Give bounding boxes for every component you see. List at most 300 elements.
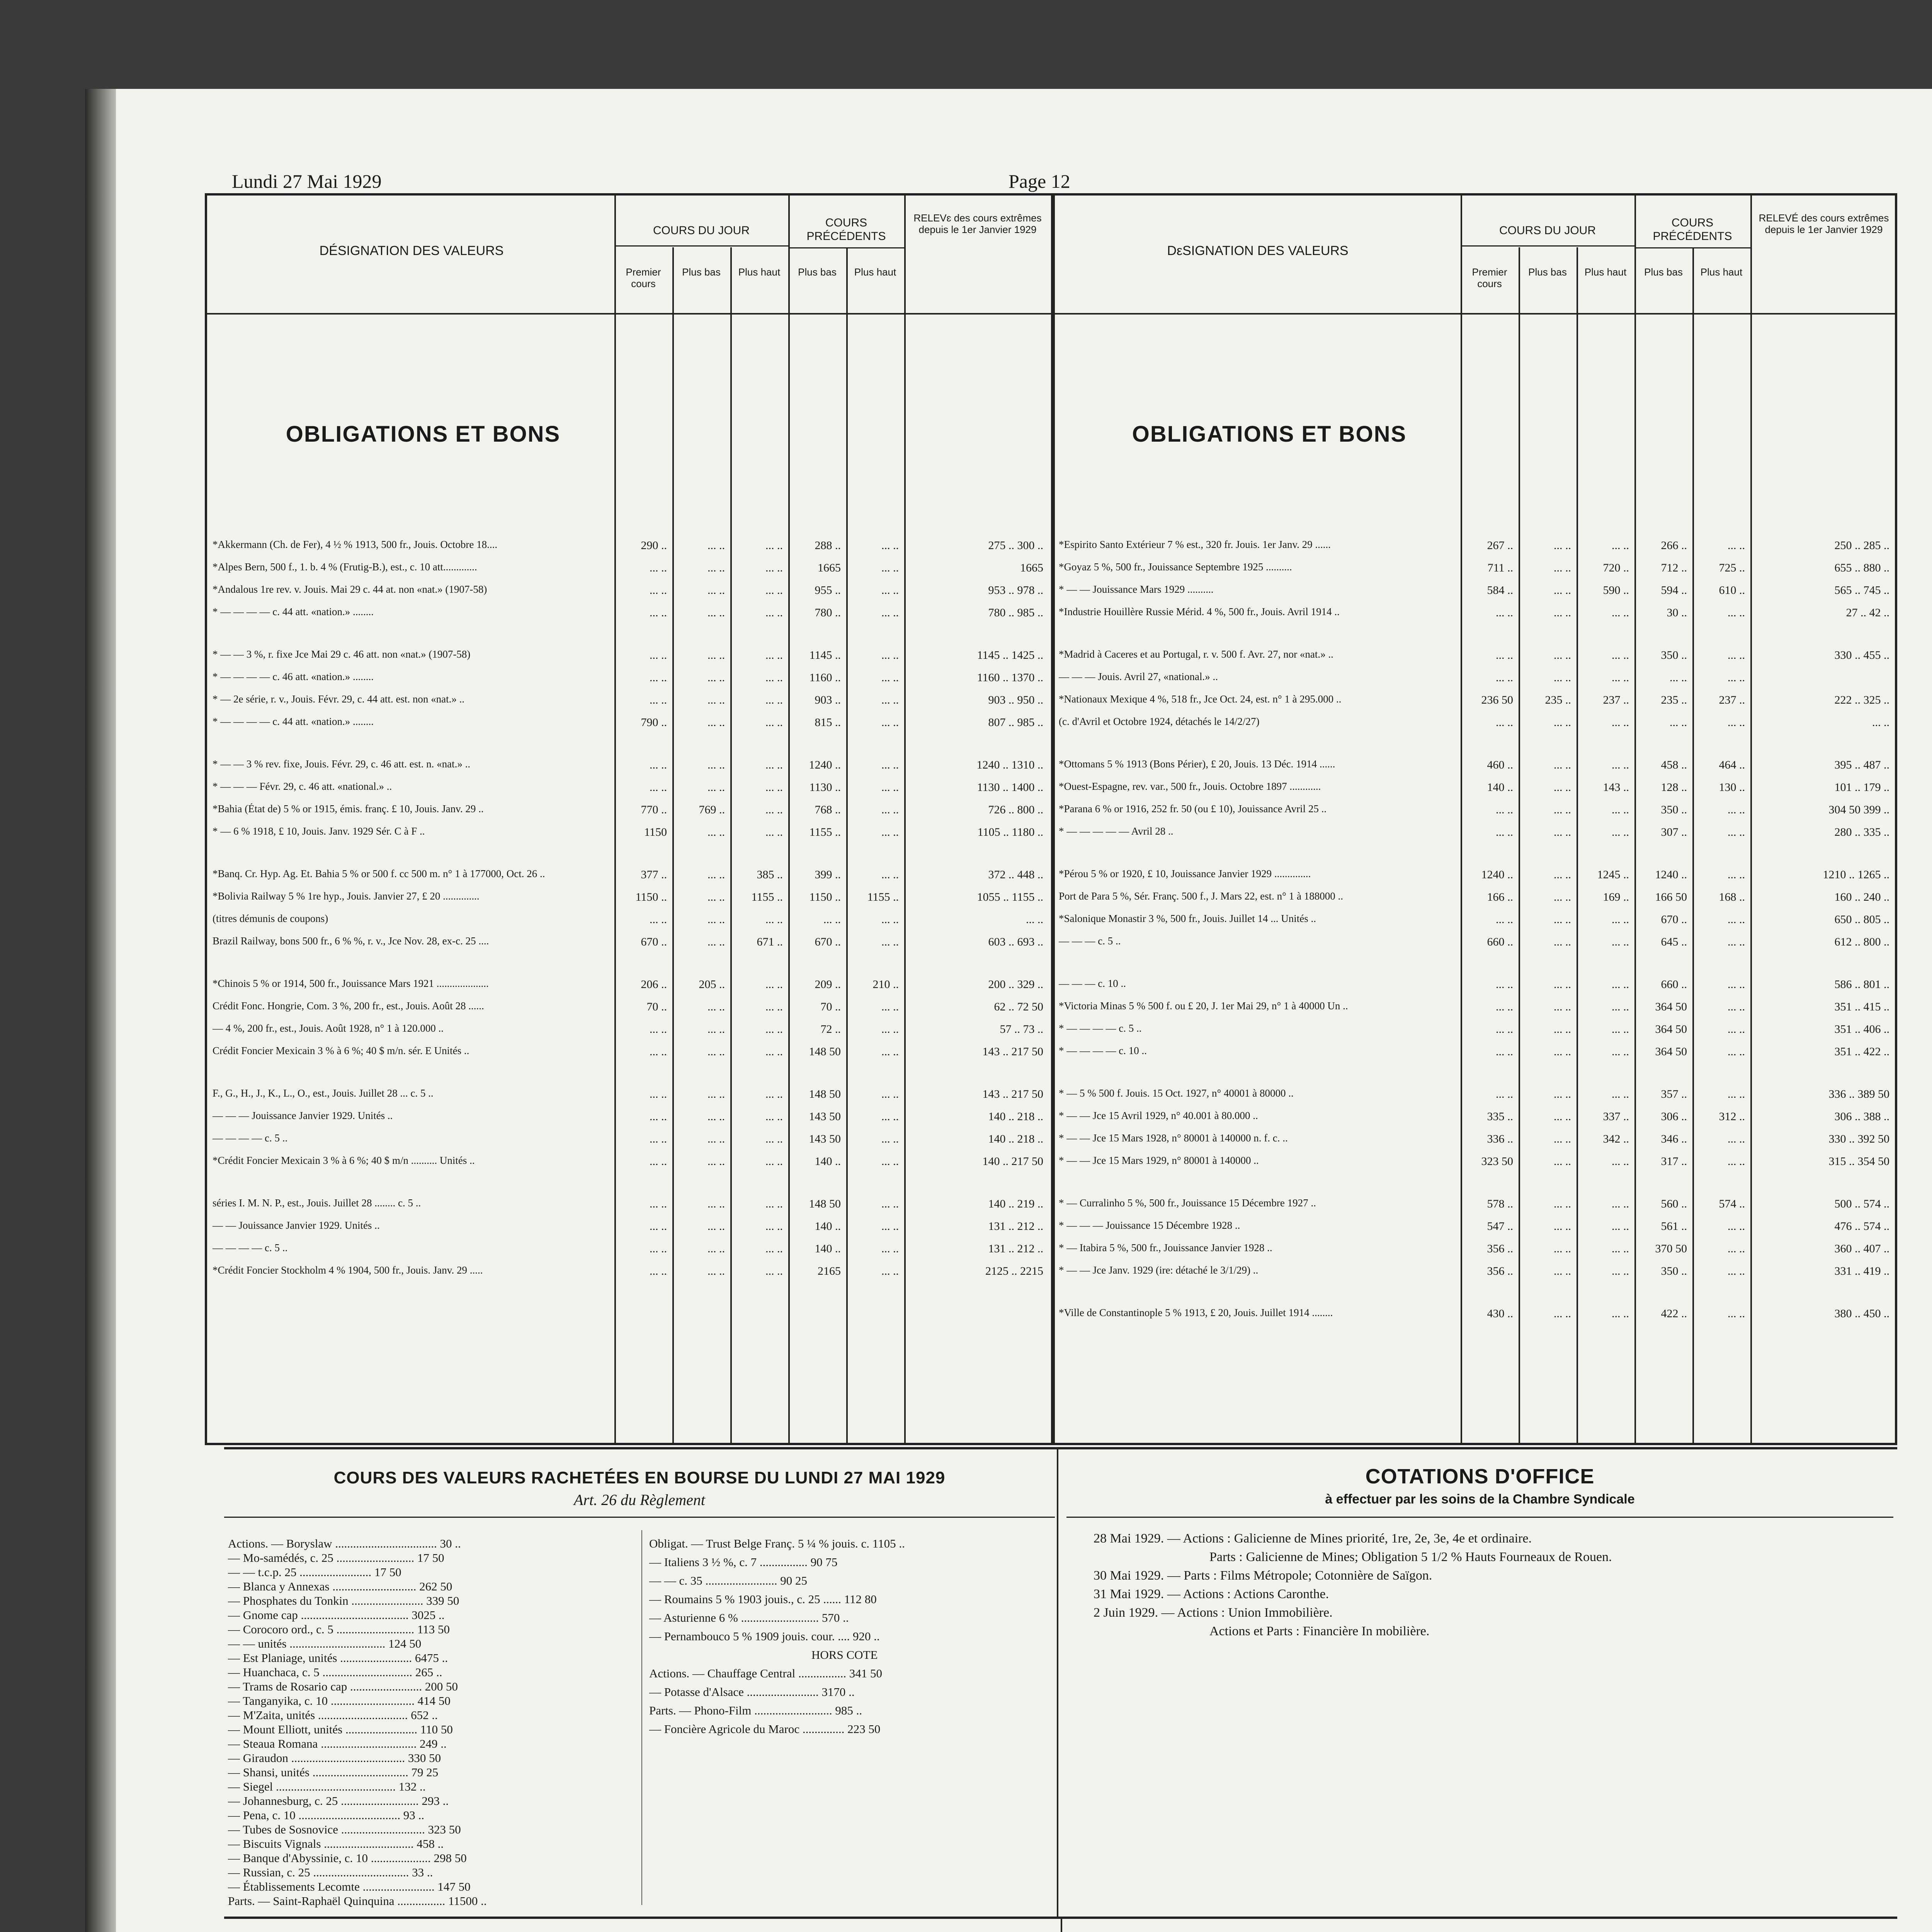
row-cell: 148 50 <box>809 1045 841 1058</box>
row-cell: ... .. <box>1554 671 1571 684</box>
row-releve: 476 .. 574 .. <box>1834 1220 1889 1233</box>
row-cell: 166 50 <box>1655 891 1687 903</box>
row-cell: ... .. <box>1496 978 1513 991</box>
row-cell: ... .. <box>881 803 899 816</box>
row-cell: ... .. <box>1728 1088 1745 1100</box>
row-releve: 304 50 399 .. <box>1828 803 1889 816</box>
row-designation: * — — Jouissance Mars 1929 .......... <box>1059 584 1214 595</box>
row-designation: — — — — c. 5 .. <box>213 1242 288 1253</box>
row-designation: * — — — Jouissance 15 Décembre 1928 .. <box>1059 1220 1240 1231</box>
rachetee-item: — — c. 35 ........................ 90 25 <box>649 1574 808 1587</box>
row-releve: ... .. <box>1026 913 1043 926</box>
row-cell: 143 .. <box>1603 781 1629 794</box>
row-designation: * — 2e série, r. v., Jouis. Févr. 29, c. 44 att. est. non «nat.» .. <box>213 694 465 705</box>
col-subheader: Plus bas <box>682 266 721 278</box>
row-releve: 351 .. 415 .. <box>1834 1000 1889 1013</box>
row-cell: 660 .. <box>1661 978 1687 991</box>
rachetee-item: — Giraudon ...................................... 330 50 <box>228 1751 441 1765</box>
row-designation: Crédit Foncier Mexicain 3 % à 6 %; 40 $ m/n. sér. E Unités .. <box>213 1045 469 1056</box>
row-designation: * — — — — c. 10 .. <box>1059 1045 1147 1056</box>
rachetee-item: — Tanganyika, c. 10 ............................ 414 50 <box>228 1694 451 1708</box>
table-row <box>1055 694 1897 712</box>
row-cell: ... .. <box>1554 1133 1571 1145</box>
row-cell: ... .. <box>707 606 725 619</box>
row-designation: *Bolivia Railway 5 % 1re hyp., Jouis. Janvier 27, £ 20 .............. <box>213 891 480 902</box>
rachetee-item: — Trams de Rosario cap ........................ 200 50 <box>228 1680 458 1693</box>
row-cell: 645 .. <box>1661 935 1687 948</box>
row-cell: ... .. <box>765 803 783 816</box>
cotations-subtitle: à effectuer par les soins de la Chambre Syndicale <box>1325 1492 1635 1507</box>
col-header-cours-prec: COURS PRÉCÉDENTS <box>806 216 886 243</box>
row-cell: ... .. <box>881 1220 899 1233</box>
row-releve: 351 .. 406 .. <box>1834 1023 1889 1036</box>
row-cell: 209 .. <box>815 978 841 991</box>
section-rule-1 <box>224 1447 1897 1449</box>
row-designation: — — — Jouissance Janvier 1929. Unités .. <box>213 1110 393 1121</box>
row-cell: 768 .. <box>815 803 841 816</box>
row-cell: ... .. <box>1728 913 1745 926</box>
row-cell: 1155 .. <box>867 891 899 903</box>
row-cell: 955 .. <box>815 584 841 597</box>
rachetee-item: — Banque d'Abyssinie, c. 10 .................... 298 50 <box>228 1851 467 1865</box>
row-cell: ... .. <box>707 584 725 597</box>
table-row <box>1055 1155 1897 1173</box>
row-cell: 130 .. <box>1719 781 1745 794</box>
row-cell: ... .. <box>1612 1023 1629 1036</box>
table-row <box>209 671 1051 690</box>
row-cell: ... .. <box>1728 1045 1745 1058</box>
row-cell: ... .. <box>765 1133 783 1145</box>
row-designation: — 4 %, 200 fr., est., Jouis. Août 1928, n° 1 à 120.000 .. <box>213 1023 444 1034</box>
row-designation: *Victoria Minas 5 % 500 f. ou £ 20, J. 1er Mai 29, n° 1 à 40000 Un .. <box>1059 1000 1348 1012</box>
row-cell: ... .. <box>881 649 899 662</box>
row-releve: 372 .. 448 .. <box>988 868 1043 881</box>
row-cell: ... .. <box>707 935 725 948</box>
row-cell: 1240 .. <box>1481 868 1513 881</box>
row-releve: 2125 .. 2215 <box>985 1265 1043 1277</box>
row-cell: 671 .. <box>757 935 783 948</box>
table-row <box>209 826 1051 844</box>
row-cell: ... .. <box>1612 803 1629 816</box>
table-row <box>209 1197 1051 1216</box>
row-cell: ... .. <box>650 671 667 684</box>
row-cell: 350 .. <box>1661 1265 1687 1277</box>
table-row <box>209 913 1051 932</box>
row-cell: ... .. <box>707 561 725 574</box>
row-cell: ... .. <box>881 868 899 881</box>
row-cell: 547 .. <box>1487 1220 1513 1233</box>
row-cell: 317 .. <box>1661 1155 1687 1168</box>
rachetee-item: — Huanchaca, c. 5 .............................. 265 .. <box>228 1665 442 1679</box>
row-cell: ... .. <box>1554 606 1571 619</box>
row-cell: ... .. <box>1728 803 1745 816</box>
row-cell: 148 50 <box>809 1088 841 1100</box>
row-releve: 200 .. 329 .. <box>988 978 1043 991</box>
row-releve: 143 .. 217 50 <box>982 1088 1043 1100</box>
row-releve: 1105 .. 1180 .. <box>977 826 1043 838</box>
row-cell: 660 .. <box>1487 935 1513 948</box>
row-cell: ... .. <box>765 606 783 619</box>
table-row <box>1055 606 1897 625</box>
row-cell: ... .. <box>650 1265 667 1277</box>
row-cell: ... .. <box>1612 649 1629 662</box>
rachetee-item: Obligat. — Trust Belge Franç. 5 ¼ % jouis. c. 1105 .. <box>649 1537 905 1550</box>
row-cell: ... .. <box>1612 539 1629 552</box>
row-cell: ... .. <box>650 1197 667 1210</box>
row-designation: * — — Jce 15 Avril 1929, n° 40.001 à 80.000 .. <box>1059 1110 1258 1121</box>
row-cell: ... .. <box>1496 606 1513 619</box>
table-row <box>209 781 1051 799</box>
row-designation: *Chinois 5 % or 1914, 500 fr., Jouissance Mars 1921 .................... <box>213 978 489 989</box>
row-releve: 315 .. 354 50 <box>1828 1155 1889 1168</box>
row-designation: séries I. M. N. P., est., Jouis. Juillet 28 ........ c. 5 .. <box>213 1197 421 1209</box>
row-cell: 235 .. <box>1661 694 1687 706</box>
row-releve: 565 .. 745 .. <box>1834 584 1889 597</box>
col-header-cours-jour: COURS DU JOUR <box>1499 224 1596 237</box>
row-cell: ... .. <box>881 1155 899 1168</box>
col-rule <box>1692 247 1694 1443</box>
row-releve: 780 .. 985 .. <box>988 606 1043 619</box>
row-cell: ... .. <box>1612 1220 1629 1233</box>
table-row <box>1055 1265 1897 1283</box>
table-row <box>209 1045 1051 1064</box>
row-designation: * — — Jce 15 Mars 1929, n° 80001 à 140000 .. <box>1059 1155 1259 1166</box>
row-cell: 903 .. <box>815 694 841 706</box>
row-cell: ... .. <box>765 694 783 706</box>
row-cell: 670 .. <box>815 935 841 948</box>
row-cell: 399 .. <box>815 868 841 881</box>
row-releve: 336 .. 389 50 <box>1828 1088 1889 1100</box>
row-designation: *Bahia (État de) 5 % or 1915, émis. franç. £ 10, Jouis. Janv. 29 .. <box>213 803 484 815</box>
row-cell: ... .. <box>881 561 899 574</box>
row-cell: 140 .. <box>815 1220 841 1233</box>
row-designation: *Parana 6 % or 1916, 252 fr. 50 (ou £ 10), Jouissance Avril 25 .. <box>1059 803 1327 815</box>
row-cell: 364 50 <box>1655 1045 1687 1058</box>
table-row <box>1055 826 1897 844</box>
row-cell: ... .. <box>1612 606 1629 619</box>
row-cell: 1245 .. <box>1597 868 1629 881</box>
row-releve: 380 .. 450 .. <box>1834 1307 1889 1320</box>
row-cell: ... .. <box>765 539 783 552</box>
row-cell: ... .. <box>1554 649 1571 662</box>
row-releve: 140 .. 219 .. <box>988 1197 1043 1210</box>
rachetee-item: — Russian, c. 25 ................................ 33 .. <box>228 1866 433 1879</box>
rachetee-item: — Tubes de Sosnovice ............................ 323 50 <box>228 1823 461 1836</box>
rachetee-item: — Est Planiage, unités ........................ 6475 .. <box>228 1651 448 1665</box>
row-cell: ... .. <box>707 671 725 684</box>
row-cell: 770 .. <box>641 803 667 816</box>
row-cell: ... .. <box>1554 1197 1571 1210</box>
row-cell: ... .. <box>1554 716 1571 729</box>
row-designation: * — — — Févr. 29, c. 46 att. «national.» .. <box>213 781 392 792</box>
row-releve: ... .. <box>1872 716 1889 729</box>
row-cell: ... .. <box>707 1265 725 1277</box>
row-cell: 610 .. <box>1719 584 1745 597</box>
row-designation: (c. d'Avril et Octobre 1924, détachés le 14/2/27) <box>1059 716 1260 727</box>
col-subheader: Plus haut <box>854 266 896 278</box>
main-table-divider <box>1051 195 1055 1443</box>
table-row <box>1055 1045 1897 1064</box>
row-cell: ... .. <box>1612 1265 1629 1277</box>
row-cell: 30 .. <box>1667 606 1687 619</box>
row-cell: 210 .. <box>872 978 899 991</box>
row-cell: 578 .. <box>1487 1197 1513 1210</box>
row-cell: ... .. <box>707 1045 725 1058</box>
table-row <box>1055 1197 1897 1216</box>
row-cell: ... .. <box>1554 1265 1571 1277</box>
row-cell: ... .. <box>707 1110 725 1123</box>
row-releve: 612 .. 800 .. <box>1834 935 1889 948</box>
row-cell: 377 .. <box>641 868 667 881</box>
row-cell: ... .. <box>765 1197 783 1210</box>
row-releve: 395 .. 487 .. <box>1834 759 1889 771</box>
row-releve: 306 .. 388 .. <box>1834 1110 1889 1123</box>
row-cell: ... .. <box>1554 978 1571 991</box>
col-subheader: Plus bas <box>798 266 837 278</box>
table-row <box>1055 1220 1897 1238</box>
row-cell: 1155 .. <box>751 891 783 903</box>
row-designation: *Madrid à Caceres et au Portugal, r. v. 500 f. Avr. 27, nor «nat.» .. <box>1059 649 1333 660</box>
row-cell: ... .. <box>765 561 783 574</box>
row-designation: Brazil Railway, bons 500 fr., 6 % %, r. v., Jce Nov. 28, ex-c. 25 .... <box>213 935 489 947</box>
row-cell: ... .. <box>707 1023 725 1036</box>
row-releve: 131 .. 212 .. <box>988 1242 1043 1255</box>
row-cell: ... .. <box>881 539 899 552</box>
row-cell: 236 50 <box>1481 694 1513 706</box>
row-cell: ... .. <box>881 606 899 619</box>
row-cell: 422 .. <box>1661 1307 1687 1320</box>
row-releve: 1210 .. 1265 .. <box>1823 868 1889 881</box>
row-cell: 460 .. <box>1487 759 1513 771</box>
row-cell: 560 .. <box>1661 1197 1687 1210</box>
row-cell: ... .. <box>1554 539 1571 552</box>
table-row <box>1055 1307 1897 1326</box>
row-cell: ... .. <box>881 1088 899 1100</box>
table-row <box>1055 913 1897 932</box>
row-releve: 280 .. 335 .. <box>1834 826 1889 838</box>
row-cell: 1160 .. <box>809 671 841 684</box>
row-cell: 323 50 <box>1481 1155 1513 1168</box>
row-releve: 250 .. 285 .. <box>1834 539 1889 552</box>
row-designation: * — — Jce Janv. 1929 (ire: détaché le 3/1/29) .. <box>1059 1265 1259 1276</box>
rachetee-item: — Mo-samédés, c. 25 .......................... 17 50 <box>228 1551 444 1565</box>
row-cell: 385 .. <box>757 868 783 881</box>
row-releve: 57 .. 73 .. <box>1000 1023 1043 1036</box>
row-designation: * — Itabira 5 %, 500 fr., Jouissance Janvier 1928 .. <box>1059 1242 1272 1253</box>
row-cell: ... .. <box>650 781 667 794</box>
row-cell: ... .. <box>1554 1307 1571 1320</box>
col-subheader: Premier cours <box>626 266 661 289</box>
table-row <box>209 649 1051 667</box>
row-cell: ... .. <box>1612 935 1629 948</box>
row-releve: 603 .. 693 .. <box>988 935 1043 948</box>
row-cell: 128 .. <box>1661 781 1687 794</box>
table-row <box>1055 781 1897 799</box>
row-releve: 351 .. 422 .. <box>1834 1045 1889 1058</box>
row-cell: ... .. <box>1554 1000 1571 1013</box>
row-cell: ... .. <box>1612 978 1629 991</box>
row-designation: F., G., H., J., K., L., O., est., Jouis. Juillet 28 ... c. 5 .. <box>213 1088 434 1099</box>
row-cell: ... .. <box>1554 891 1571 903</box>
row-cell: ... .. <box>765 1155 783 1168</box>
row-cell: 790 .. <box>641 716 667 729</box>
row-cell: 290 .. <box>641 539 667 552</box>
row-designation: *Andalous 1re rev. v. Jouis. Mai 29 c. 44 at. non «nat.» (1907-58) <box>213 584 487 595</box>
row-cell: ... .. <box>707 913 725 926</box>
row-releve: 62 .. 72 50 <box>994 1000 1043 1013</box>
row-releve: 807 .. 985 .. <box>988 716 1043 729</box>
row-cell: ... .. <box>1496 1023 1513 1036</box>
row-cell: ... .. <box>1728 716 1745 729</box>
rachetee-item: — Potasse d'Alsace ........................ 3170 .. <box>649 1685 855 1699</box>
row-releve: 500 .. 574 .. <box>1834 1197 1889 1210</box>
row-cell: ... .. <box>1728 868 1745 881</box>
row-designation: — — — — c. 5 .. <box>213 1133 288 1144</box>
row-cell: ... .. <box>765 1023 783 1036</box>
row-cell: ... .. <box>650 1045 667 1058</box>
row-cell: ... .. <box>1554 1220 1571 1233</box>
rachetee-item: — Gnome cap .................................... 3025 .. <box>228 1608 445 1622</box>
row-cell: ... .. <box>707 891 725 903</box>
row-cell: ... .. <box>1728 1307 1745 1320</box>
row-cell: ... .. <box>1496 913 1513 926</box>
row-cell: 720 .. <box>1603 561 1629 574</box>
row-designation: *Banq. Cr. Hyp. Ag. Et. Bahia 5 % or 500 f. cc 500 m. n° 1 à 177000, Oct. 26 .. <box>213 868 545 879</box>
page-date: Lundi 27 Mai 1929 <box>232 170 382 192</box>
row-cell: ... .. <box>707 1088 725 1100</box>
row-cell: ... .. <box>765 1045 783 1058</box>
row-cell: ... .. <box>707 1155 725 1168</box>
row-cell: ... .. <box>1728 1220 1745 1233</box>
rachetees-col-divider <box>641 1530 642 1905</box>
row-cell: 1150 .. <box>635 891 667 903</box>
row-designation: * — — Jce 15 Mars 1928, n° 80001 à 140000 n. f. c. .. <box>1059 1133 1288 1144</box>
row-cell: 266 .. <box>1661 539 1687 552</box>
row-releve: 330 .. 455 .. <box>1834 649 1889 662</box>
row-cell: ... .. <box>881 759 899 771</box>
row-cell: ... .. <box>1612 1197 1629 1210</box>
row-designation: * — 6 % 1918, £ 10, Jouis. Janv. 1929 Sér. C à F .. <box>213 826 425 837</box>
table-row <box>1055 1133 1897 1151</box>
table-row <box>1055 561 1897 580</box>
row-releve: 1160 .. 1370 .. <box>977 671 1043 684</box>
row-cell: ... .. <box>1612 1242 1629 1255</box>
row-cell: 337 .. <box>1603 1110 1629 1123</box>
table-row <box>1055 868 1897 887</box>
col-rule <box>846 247 848 1443</box>
rachetee-item: Actions. — Chauffage Central ................ 341 50 <box>649 1667 882 1680</box>
row-cell: ... .. <box>1670 671 1687 684</box>
table-row <box>209 539 1051 558</box>
col-header-releve: RELEVɛ des cours extrêmes depuis le 1er Janvier 1929 <box>913 212 1042 235</box>
rachetee-item: — Foncière Agricole du Maroc .............. 223 50 <box>649 1722 881 1736</box>
row-designation: *Industrie Houillère Russie Mérid. 4 %, 500 fr., Jouis. Avril 1914 .. <box>1059 606 1340 617</box>
row-cell: 574 .. <box>1719 1197 1745 1210</box>
row-cell: ... .. <box>650 584 667 597</box>
row-cell: ... .. <box>1728 539 1745 552</box>
table-row <box>1055 935 1897 954</box>
row-designation: * — 5 % 500 f. Jouis. 15 Oct. 1927, n° 40001 à 80000 .. <box>1059 1088 1294 1099</box>
row-cell: ... .. <box>881 1000 899 1013</box>
table-row <box>209 1242 1051 1261</box>
row-cell: ... .. <box>765 1110 783 1123</box>
col-subheader: Plus bas <box>1644 266 1683 278</box>
row-cell: ... .. <box>1554 1088 1571 1100</box>
table-row <box>1055 1110 1897 1129</box>
row-cell: ... .. <box>881 1242 899 1255</box>
row-cell: ... .. <box>1554 1155 1571 1168</box>
row-cell: 169 .. <box>1603 891 1629 903</box>
row-cell: ... .. <box>707 539 725 552</box>
table-row <box>209 606 1051 625</box>
row-cell: 1150 .. <box>809 891 841 903</box>
row-cell: ... .. <box>881 1045 899 1058</box>
header-rule <box>614 245 788 247</box>
rachetee-item: — Mount Elliott, unités ........................ 110 50 <box>228 1723 453 1736</box>
row-cell: 464 .. <box>1719 759 1745 771</box>
table-row <box>209 694 1051 712</box>
row-designation: *Goyaz 5 %, 500 fr., Jouissance Septembre 1925 .......... <box>1059 561 1292 573</box>
row-cell: ... .. <box>1728 1265 1745 1277</box>
table-row <box>1055 716 1897 735</box>
row-cell: ... .. <box>881 781 899 794</box>
row-cell: ... .. <box>707 759 725 771</box>
row-releve: 726 .. 800 .. <box>988 803 1043 816</box>
col-header-cours-jour: COURS DU JOUR <box>653 224 750 237</box>
cotation-line: Actions et Parts : Financière In mobilière. <box>1209 1624 1430 1638</box>
row-cell: 335 .. <box>1487 1110 1513 1123</box>
row-releve: 360 .. 407 .. <box>1834 1242 1889 1255</box>
table-row <box>1055 1088 1897 1106</box>
row-cell: 780 .. <box>815 606 841 619</box>
row-cell: ... .. <box>1612 716 1629 729</box>
col-header-designation: DÉSIGNATION DES VALEURS <box>319 243 504 258</box>
row-cell: ... .. <box>765 716 783 729</box>
row-cell: 357 .. <box>1661 1088 1687 1100</box>
row-releve: 903 .. 950 .. <box>988 694 1043 706</box>
row-cell: 143 50 <box>809 1110 841 1123</box>
row-cell: 1665 <box>818 561 841 574</box>
row-designation: * — — — — c. 5 .. <box>1059 1023 1142 1034</box>
row-cell: ... .. <box>1496 649 1513 662</box>
table-row <box>209 1110 1051 1129</box>
table-row <box>209 891 1051 909</box>
row-cell: ... .. <box>765 1000 783 1013</box>
col-subheader: Plus haut <box>1700 266 1743 278</box>
row-cell: 336 .. <box>1487 1133 1513 1145</box>
row-cell: 346 .. <box>1661 1133 1687 1145</box>
row-cell: ... .. <box>765 781 783 794</box>
row-cell: ... .. <box>765 1088 783 1100</box>
row-designation: *Ottomans 5 % 1913 (Bons Périer), £ 20, Jouis. 13 Déc. 1914 ...... <box>1059 759 1335 770</box>
section-title-obligations: OBLIGATIONS ET BONS <box>1132 422 1407 447</box>
row-designation: * — — — — c. 44 att. «nation.» ........ <box>213 716 374 727</box>
row-cell: 140 .. <box>1487 781 1513 794</box>
row-cell: ... .. <box>1612 1000 1629 1013</box>
col-subheader: Plus haut <box>738 266 781 278</box>
col-header-releve: RELEVÉ des cours extrêmes depuis le 1er Janvier 1929 <box>1759 212 1889 235</box>
table-row <box>209 1000 1051 1019</box>
row-cell: ... .. <box>1554 913 1571 926</box>
row-cell: ... .. <box>765 759 783 771</box>
row-designation: *Akkermann (Ch. de Fer), 4 ½ % 1913, 500 fr., Jouis. Octobre 18.... <box>213 539 498 550</box>
row-cell: ... .. <box>1612 759 1629 771</box>
row-cell: ... .. <box>1496 803 1513 816</box>
col-header-designation: DεSIGNATION DES VALEURS <box>1167 243 1349 258</box>
rachetees-divider <box>1057 1449 1058 1917</box>
row-designation: * — — — — — Avril 28 .. <box>1059 826 1173 837</box>
table-row <box>209 1023 1051 1041</box>
